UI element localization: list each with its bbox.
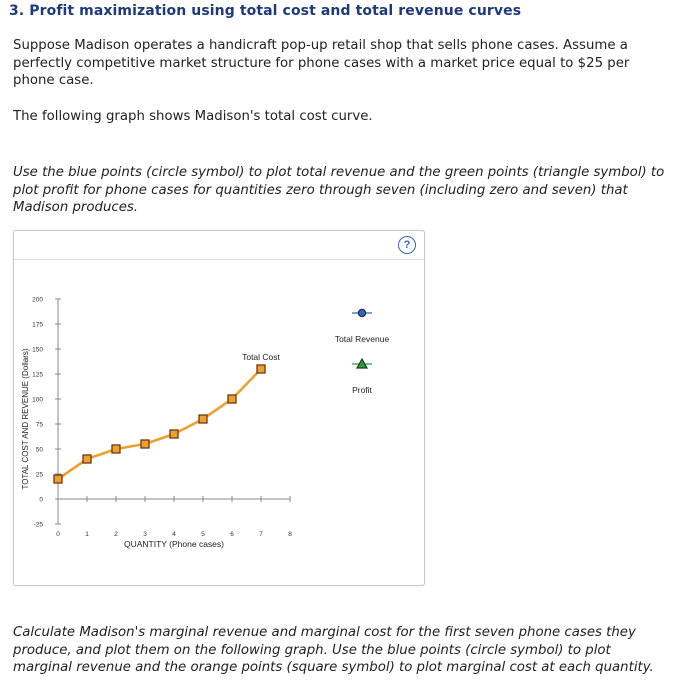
total-revenue-legend-label: Total Revenue (334, 334, 390, 344)
y-tick-label: 100 (32, 396, 43, 404)
x-tick-label: 4 (172, 531, 176, 538)
x-axis-title: QUANTITY (Phone cases) (124, 539, 224, 549)
total-cost-point[interactable] (228, 395, 236, 403)
x-tick-label: 1 (85, 531, 89, 538)
x-tick-label: 5 (201, 531, 205, 538)
profit-legend-label: Profit (352, 385, 372, 395)
question-heading: 3. Profit maximization using total cost and total revenue curves (9, 3, 522, 19)
scenario-paragraph: Suppose Madison operates a handicraft pop-up retail shop that sells phone cases. Assume a perfectly competitive market structure for phone cases with a market price equal to $25 per phone case. (13, 38, 630, 88)
total-cost-curve-label: Total Cost (242, 352, 280, 362)
total-revenue-circle-tool[interactable] (358, 309, 365, 316)
total-cost-point[interactable] (83, 455, 91, 463)
x-tick-label: 8 (288, 531, 292, 538)
question-mark-icon: ? (403, 239, 411, 251)
graph-panel (13, 230, 425, 586)
y-tick-label: 125 (32, 371, 43, 379)
total-cost-point[interactable] (54, 475, 62, 483)
y-tick-label: 25 (35, 471, 43, 479)
total-cost-point[interactable] (141, 440, 149, 448)
y-tick-label: 50 (35, 446, 43, 454)
instructions-paragraph: Use the blue points (circle symbol) to plot total revenue and the green points (triangle symbol) to plot profit for phone cases for quantities zero through seven (including zero and seven) that Madison produces. (13, 165, 665, 215)
x-tick-label: 7 (259, 531, 263, 538)
y-axis-title: TOTAL COST AND REVENUE (Dollars) (21, 348, 30, 490)
y-tick-label: -25 (33, 521, 43, 529)
y-tick-label: 0 (39, 496, 43, 504)
total-cost-point[interactable] (257, 365, 265, 373)
total-cost-revenue-chart[interactable] (14, 231, 424, 585)
y-tick-label: 150 (32, 346, 43, 354)
y-tick-label: 200 (32, 296, 43, 304)
next-question-paragraph: Calculate Madison's marginal revenue and marginal cost for the first seven phone cases they produce, and plot them on the following graph. Use the blue points (circle symbol) to plot marginal revenue and the orange points (square symbol) to plot marginal cost at each quantity. (13, 625, 654, 675)
x-tick-label: 6 (230, 531, 234, 538)
x-tick-label: 2 (114, 531, 118, 538)
y-tick-label: 175 (32, 321, 43, 329)
graph-intro-paragraph: The following graph shows Madison's total cost curve. (13, 109, 373, 124)
total-cost-point[interactable] (199, 415, 207, 423)
y-tick-label: 75 (35, 421, 43, 429)
total-cost-point[interactable] (112, 445, 120, 453)
total-cost-point[interactable] (170, 430, 178, 438)
x-tick-label: 0 (56, 531, 60, 538)
x-tick-label: 3 (143, 531, 147, 538)
